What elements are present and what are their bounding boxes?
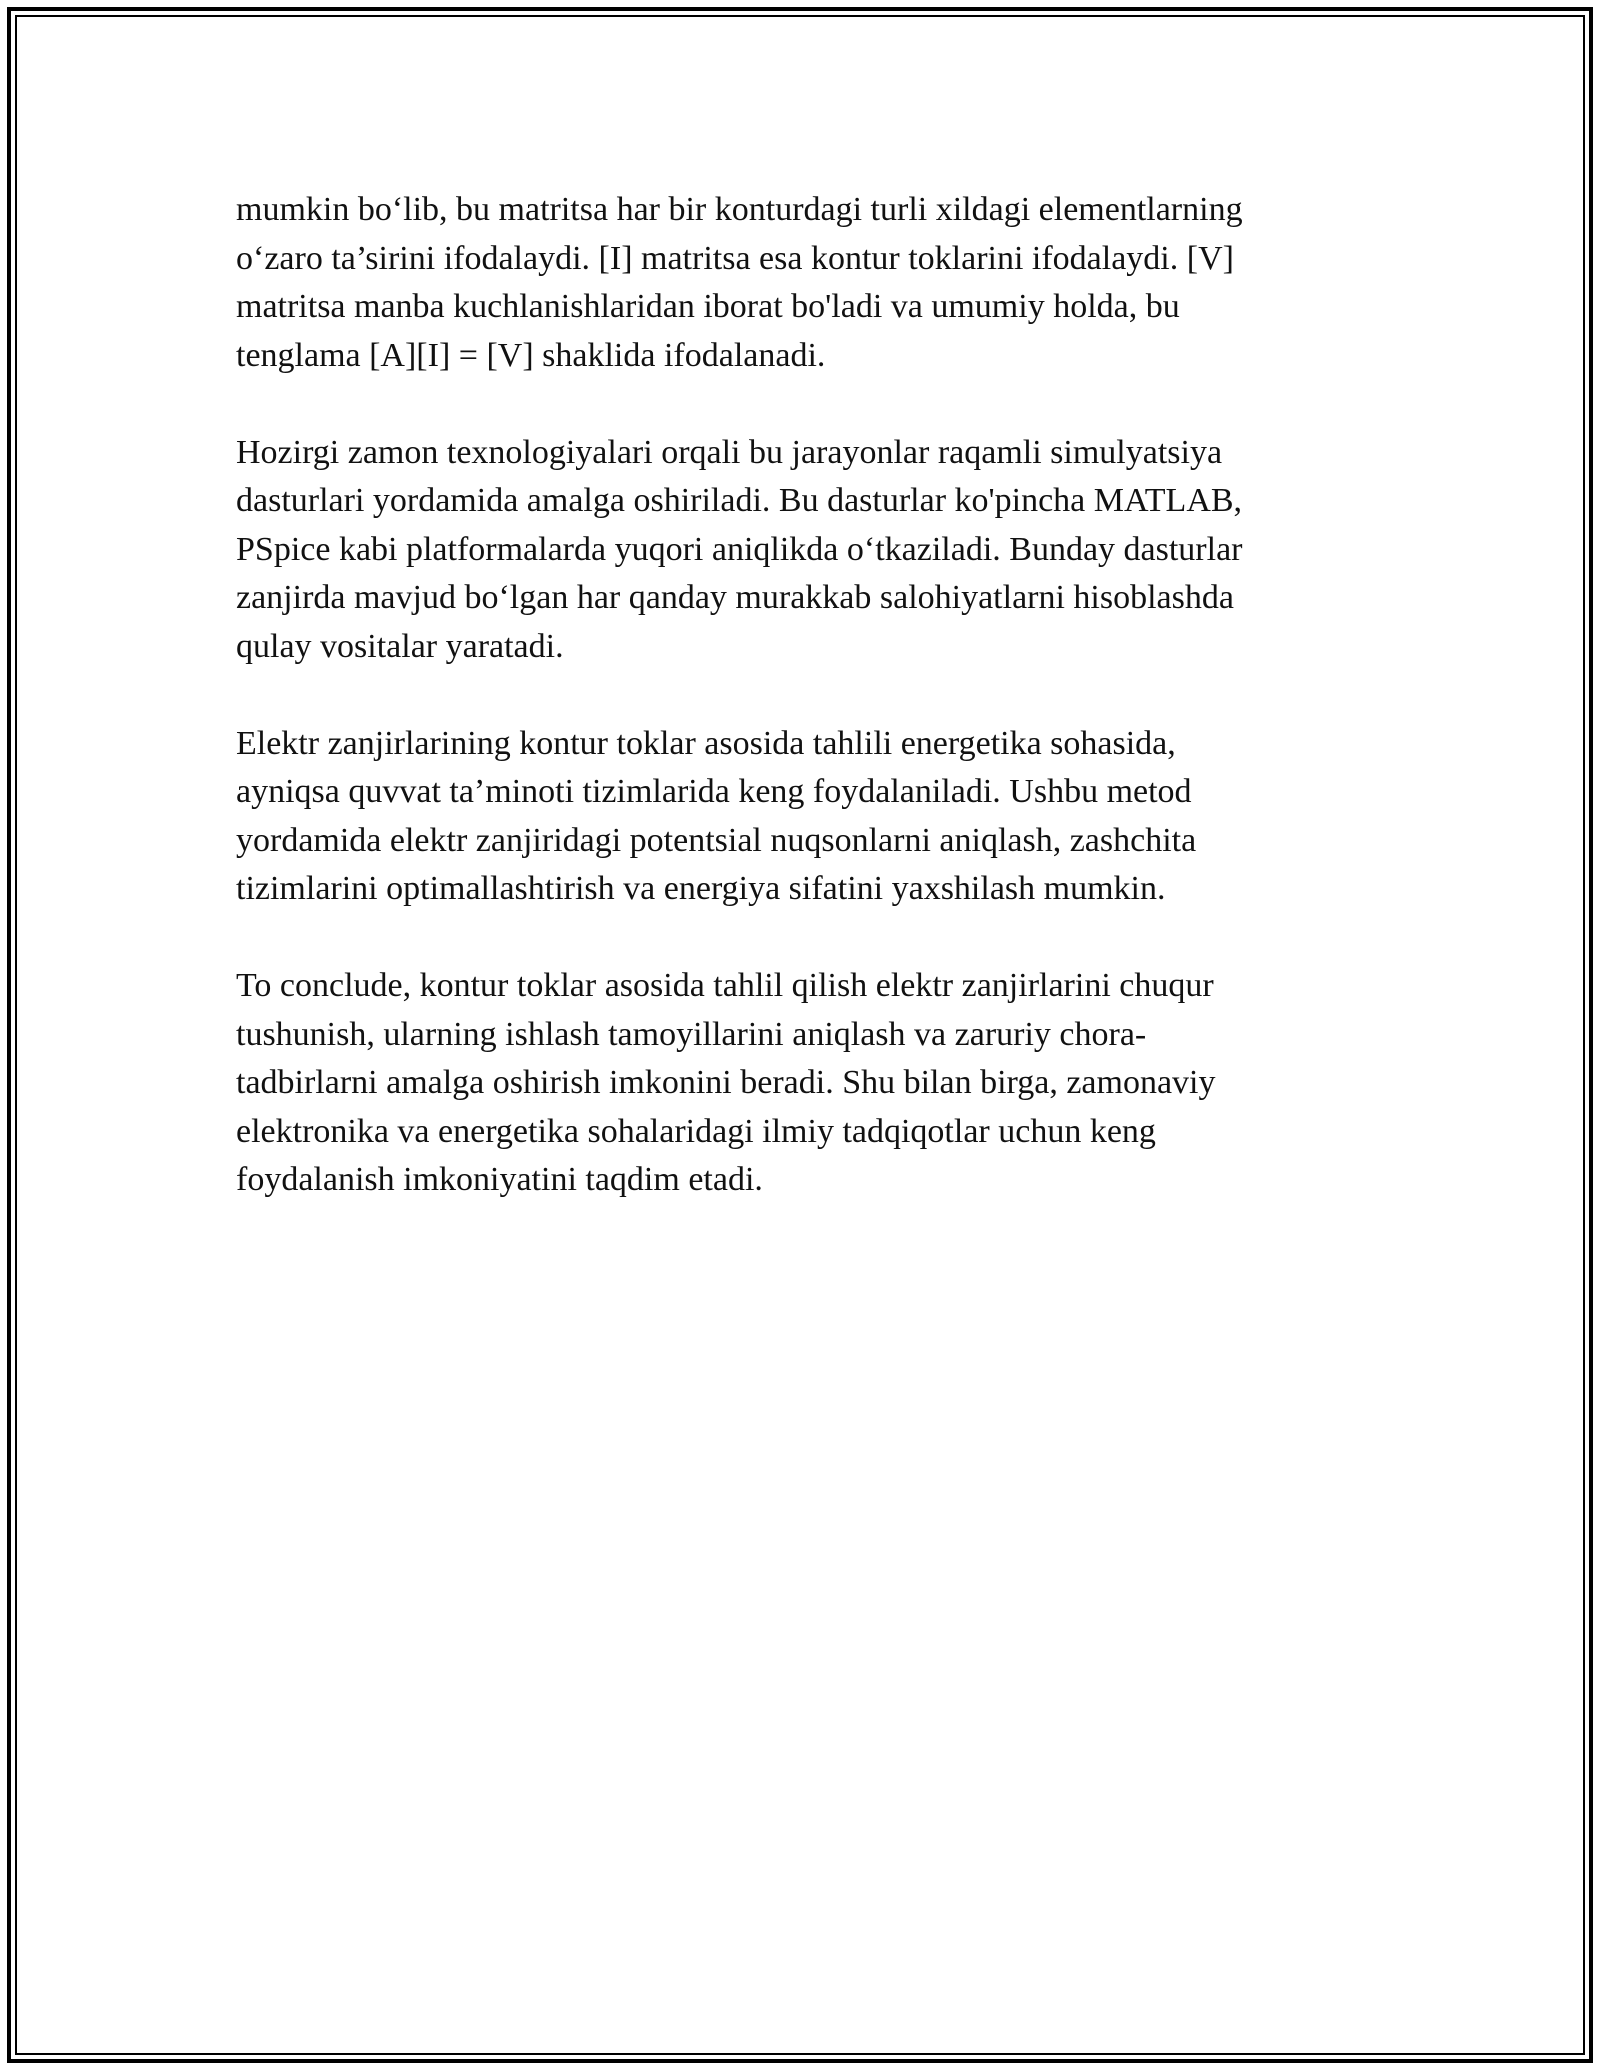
text-line: ayniqsa quvvat ta’minoti tizimlarida keng foydalaniladi. Ushbu metod bbox=[236, 773, 1192, 810]
text-line: elektronika va energetika sohalaridagi ilmiy tadqiqotlar uchun keng bbox=[236, 1112, 1156, 1150]
paragraph-3 bbox=[236, 720, 1346, 914]
text-line: qulay vositalar yaratadi. bbox=[236, 627, 564, 665]
text-line: dasturlari yordamida amalga oshiriladi. Bu dasturlar ko'pincha MATLAB, bbox=[236, 482, 1243, 519]
text-line: mumkin bo‘lib, bu matritsa har bir konturdagi turli xildagi elementlarning bbox=[236, 191, 1243, 228]
text-line: zanjirda mavjud bo‘lgan har qanday murakkab salohiyatlarni hisoblashda bbox=[236, 579, 1234, 616]
text-line: yordamida elektr zanjiridagi potentsial nuqsonlarni aniqlash, zashchita bbox=[236, 821, 1197, 859]
text-line: Hozirgi zamon texnologiyalari orqali bu jarayonlar raqamli simulyatsiya bbox=[236, 433, 1223, 471]
text-line: foydalanish imkoniyatini taqdim etadi. bbox=[236, 1161, 763, 1198]
document-body bbox=[236, 186, 1346, 1253]
text-line: tenglama [A][I] = [V] shaklida ifodalanadi. bbox=[236, 336, 826, 374]
text-line: tizimlarini optimallashtirish va energiya sifatini yaxshilash mumkin. bbox=[236, 870, 1166, 907]
text-line: Elektr zanjirlarining kontur toklar asosida tahlili energetika sohasida, bbox=[236, 724, 1176, 762]
text-line: matritsa manba kuchlanishlaridan iborat bo'ladi va umumiy holda, bu bbox=[236, 288, 1180, 325]
text-line: tushunish, ularning ishlash tamoyillarini aniqlash va zaruriy chora- bbox=[236, 1015, 1147, 1053]
text-line: PSpice kabi platformalarda yuqori aniqlikda o‘tkaziladi. Bunday dasturlar bbox=[236, 530, 1243, 568]
text-line: To conclude, kontur toklar asosida tahlil qilish elektr zanjirlarini chuqur bbox=[236, 967, 1214, 1004]
paragraph-4 bbox=[236, 962, 1346, 1205]
paragraph-1 bbox=[236, 186, 1346, 380]
paragraph-2 bbox=[236, 429, 1346, 672]
text-line: tadbirlarni amalga oshirish imkonini beradi. Shu bilan birga, zamonaviy bbox=[236, 1064, 1216, 1101]
text-line: o‘zaro ta’sirini ifodalaydi. [I] matritsa esa kontur toklarini ifodalaydi. [V] bbox=[236, 239, 1234, 277]
